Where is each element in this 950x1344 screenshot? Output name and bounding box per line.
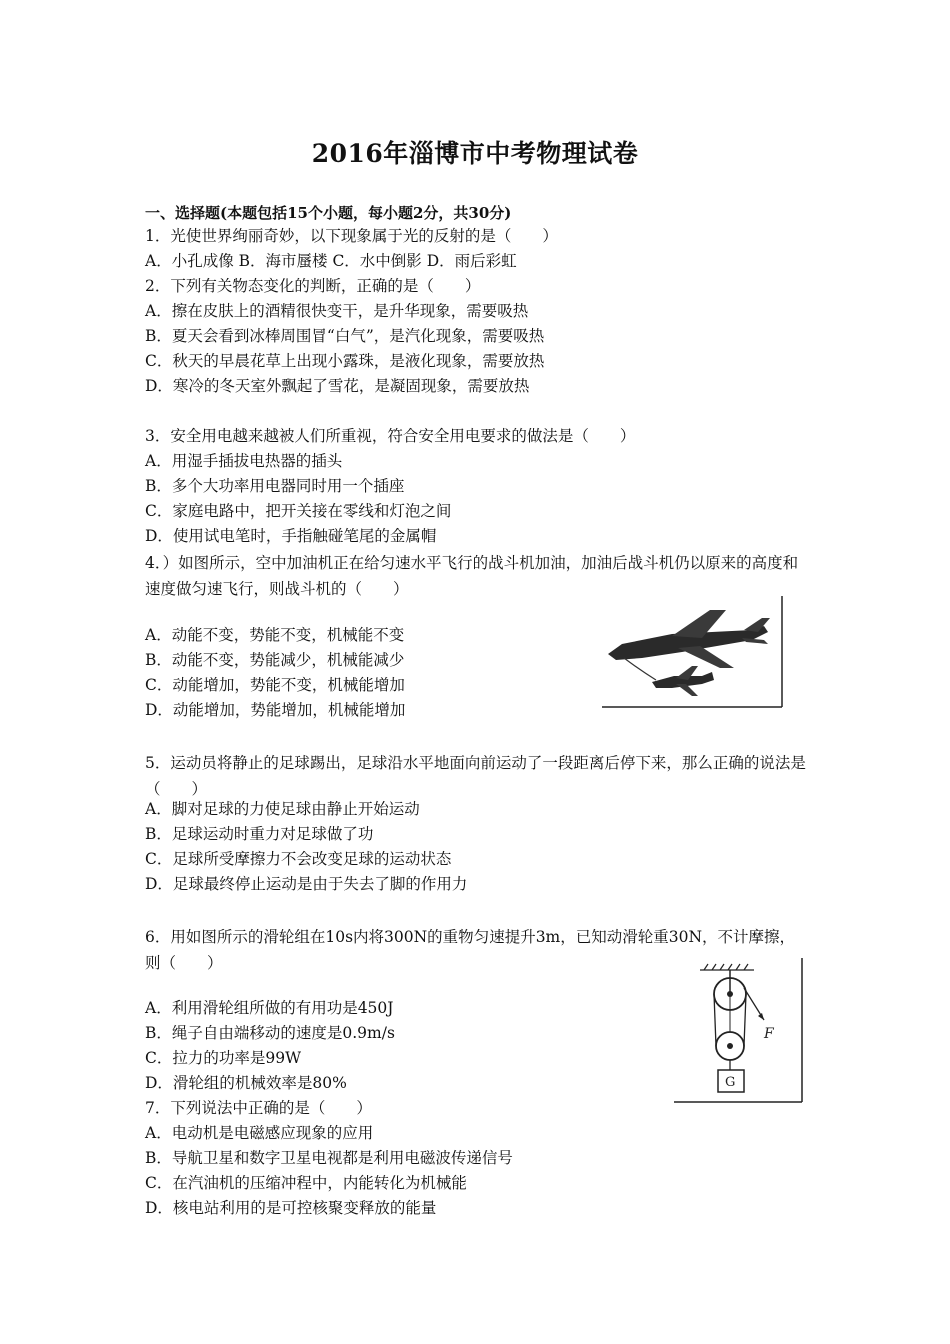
question-6-option-d: D．滑轮组的机械效率是80%	[145, 1074, 347, 1092]
question-6-option-a: A．利用滑轮组所做的有用功是450J	[145, 999, 394, 1017]
tanker-plane-icon	[608, 610, 770, 668]
question-4-option-c: C．动能增加，势能不变，机械能增加	[145, 676, 405, 694]
question-5-stem: 5．运动员将静止的足球踢出，足球沿水平地面向前运动了一段距离后停下来，那么正确的说法是（ ）	[145, 754, 806, 798]
question-5-option-d: D．足球最终停止运动是由于失去了脚的作用力	[145, 875, 468, 893]
refueling-hose	[624, 658, 656, 680]
question-2-stem: 2．下列有关物态变化的判断，正确的是（ ）	[145, 277, 481, 295]
question-4-stem: 4．）如图所示，空中加油机正在给匀速水平飞行的战斗机加油，加油后战斗机仍以原来的高度和速度做匀速飞行，则战斗机的（ ）	[145, 554, 799, 598]
question-2-option-d: D．寒冷的冬天室外飘起了雪花，是凝固现象，需要放热	[145, 377, 530, 395]
question-7-option-b: B．导航卫星和数字卫星电视都是利用电磁波传递信号	[145, 1149, 513, 1167]
question-3-option-d: D．使用试电笔时，手指触碰笔尾的金属帽	[145, 527, 437, 545]
page-title: 2016年淄博市中考物理试卷	[311, 139, 639, 168]
question-3-stem: 3．安全用电越来越被人们所重视，符合安全用电要求的做法是（ ）	[145, 427, 636, 445]
question-5-option-a: A．脚对足球的力使足球由静止开始运动	[145, 800, 420, 818]
ceiling-icon	[700, 964, 754, 970]
question-4-option-b: B．动能不变，势能减少，机械能减少	[145, 651, 405, 669]
question-7-option-d: D．核电站利用的是可控核聚变释放的能量	[145, 1199, 437, 1217]
question-3-option-a: A．用湿手插拔电热器的插头	[145, 452, 343, 470]
fighter-jet-icon	[652, 666, 714, 696]
question-2-option-c: C．秋天的早晨花草上出现小露珠，是液化现象，需要放热	[145, 352, 545, 370]
question-4-option-d: D．动能增加，势能增加，机械能增加	[145, 701, 406, 719]
weight-label: G	[725, 1075, 736, 1090]
question-7-stem: 7．下列说法中正确的是（ ）	[145, 1099, 372, 1117]
question-3-option-c: C．家庭电路中，把开关接在零线和灯泡之间	[145, 502, 452, 520]
question-3-option-b: B．多个大功率用电器同时用一个插座	[145, 477, 405, 495]
question-6-option-c: C．拉力的功率是99W	[145, 1049, 302, 1067]
question-2-option-a: A．擦在皮肤上的酒精很快变干，是升华现象，需要吸热	[145, 302, 529, 320]
question-5-option-b: B．足球运动时重力对足球做了功	[145, 825, 374, 843]
question-5-option-c: C．足球所受摩擦力不会改变足球的运动状态	[145, 850, 452, 868]
pulley-system-figure	[674, 958, 804, 1104]
question-7-option-a: A．电动机是电磁感应现象的应用	[145, 1124, 374, 1142]
refueling-aircraft-figure	[602, 596, 784, 708]
question-6-stem: 6．用如图所示的滑轮组在10s内将300N的重物匀速提升3m，已知动滑轮重30N，不计摩擦，则（ ）	[145, 928, 796, 972]
question-7-option-c: C．在汽油机的压缩冲程中，内能转化为机械能	[145, 1174, 467, 1192]
question-4-option-a: A．动能不变，势能不变，机械能不变	[145, 626, 405, 644]
question-1-options: A．小孔成像 B．海市蜃楼 C．水中倒影 D．雨后彩虹	[145, 252, 517, 270]
force-label: F	[764, 1026, 774, 1042]
section-heading: 一、选择题(本题包括15个小题，每小题2分，共30分)	[145, 204, 512, 222]
question-2-option-b: B．夏天会看到冰棒周围冒“白气”，是汽化现象，需要吸热	[145, 327, 545, 345]
question-1-stem: 1．光使世界绚丽奇妙，以下现象属于光的反射的是（ ）	[145, 227, 558, 245]
question-6-option-b: B．绳子自由端移动的速度是0.9m/s	[145, 1024, 395, 1042]
